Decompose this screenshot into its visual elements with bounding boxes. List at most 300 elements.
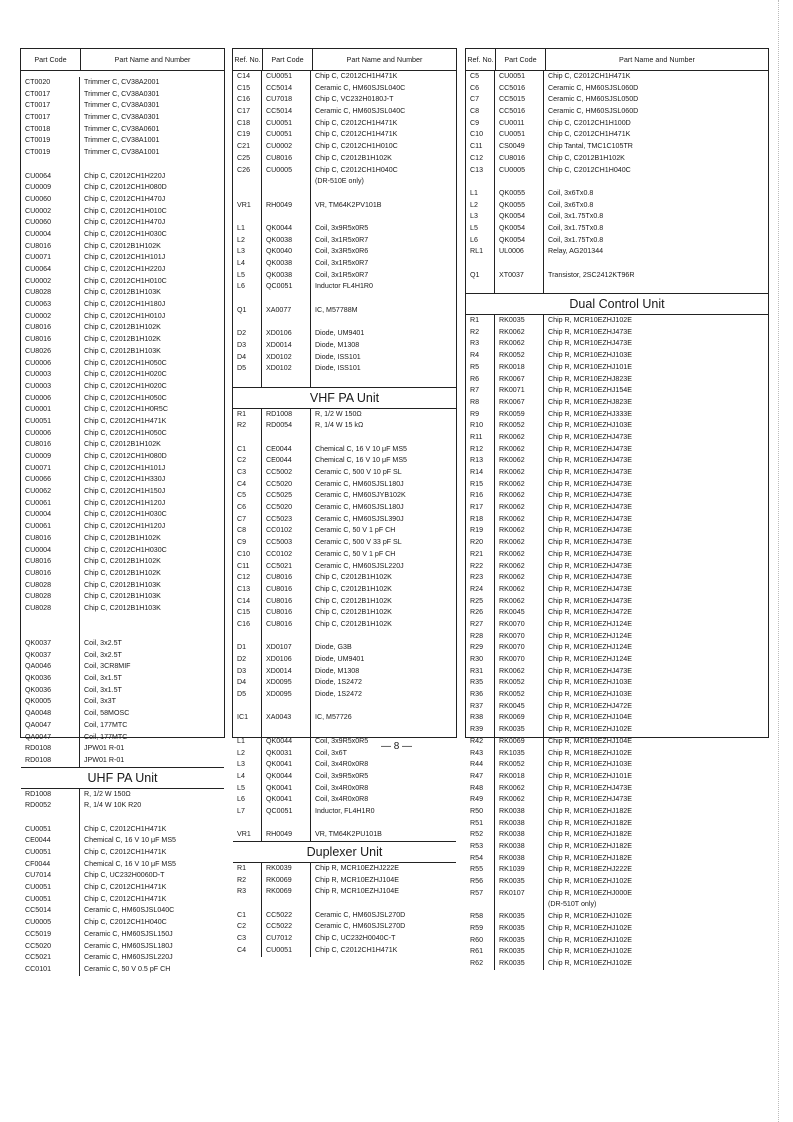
part-name: Chip C, C2012CH1H471K — [548, 130, 631, 139]
table-row — [21, 346, 224, 358]
part-code: CF0044 — [21, 859, 80, 871]
ref-no: R1 — [233, 409, 262, 421]
part-name: Ceramic C, HM60SJSL040C — [315, 107, 406, 116]
ref-no: L1 — [466, 188, 495, 200]
table-row — [466, 829, 768, 841]
part-code: CU0009 — [21, 182, 80, 194]
table-row — [233, 420, 456, 432]
ref-no: R3 — [233, 886, 262, 898]
part-name: Chip C, C2012CH1H010J — [84, 311, 166, 320]
part-name: Chemical C, 16 V 10 μF MS5 — [315, 444, 408, 453]
header-ref-no: Ref. No. — [466, 49, 496, 70]
part-code: CU0051 — [21, 847, 80, 859]
part-name: Chip R, MCR10EZHJ182E — [548, 853, 632, 862]
part-name: Diode, ISS101 — [315, 364, 361, 373]
table-row — [21, 381, 224, 393]
ref-no: C9 — [233, 537, 262, 549]
part-name: Chip C, C2012B1H102K — [315, 608, 392, 617]
part-name: Trimmer C, CV38A0301 — [84, 101, 160, 110]
table-row — [21, 252, 224, 264]
part-name: Chip C, C2012CH1H470J — [84, 218, 166, 227]
part-code: CU0003 — [21, 369, 80, 381]
part-code: RK1035 — [495, 748, 544, 760]
ref-no: C7 — [233, 514, 262, 526]
ref-no: L2 — [233, 748, 262, 760]
part-code: QK0031 — [262, 748, 311, 760]
table-row — [233, 596, 456, 608]
part-code: RK0070 — [495, 654, 544, 666]
part-code: CU8016 — [21, 322, 80, 334]
part-code: CU8016 — [262, 153, 311, 165]
part-code: RK0069 — [262, 886, 311, 898]
table-row — [466, 584, 768, 596]
part-name: Chip R, MCR10EZHJ102E — [548, 316, 632, 325]
part-code: CT0018 — [21, 124, 80, 136]
ref-no: R5 — [466, 362, 495, 374]
part-code: CU0051 — [21, 882, 80, 894]
table-row — [21, 322, 224, 334]
part-code: RK0062 — [495, 666, 544, 678]
part-code: CU0005 — [495, 165, 544, 177]
part-name: Coil, 3x6Tx0.8 — [548, 188, 594, 197]
table-row — [21, 847, 224, 859]
part-code: QK0055 — [495, 188, 544, 200]
part-name: Chip R, MCR10EZHJ102E — [548, 958, 632, 967]
table-row — [466, 502, 768, 514]
part-name: Ceramic C, HM60SJSL060D — [548, 107, 639, 116]
part-code: CT0019 — [21, 135, 80, 147]
blank-row — [233, 211, 456, 223]
part-name: Chip R, MCR10EZHJ182E — [548, 842, 632, 850]
section-heading: Dual Control Unit — [466, 293, 768, 315]
table-row — [21, 650, 224, 662]
table-row — [466, 806, 768, 818]
part-code: XD0095 — [262, 689, 311, 701]
part-name: Ceramic C, 50 V 0.5 pF CH — [84, 964, 171, 973]
ref-no: R49 — [466, 794, 495, 806]
part-name: Chip C, C2012CH1H471K — [315, 945, 398, 954]
part-code: RK0059 — [495, 409, 544, 421]
part-code: CT0017 — [21, 112, 80, 124]
table-row — [466, 246, 768, 258]
part-name: Chip C, C2012B1H102K — [315, 584, 392, 593]
table-row — [233, 141, 456, 153]
part-name: Chip R, MCR10EZHJ333E — [548, 409, 632, 418]
ref-no: R21 — [466, 549, 495, 561]
part-code: CU0060 — [21, 194, 80, 206]
ref-no: C3 — [233, 933, 262, 945]
table-row — [233, 806, 456, 818]
part-name: Coil, 3CR8MIF — [84, 662, 131, 671]
part-code: RK0052 — [495, 759, 544, 771]
part-code: QK0041 — [262, 794, 311, 806]
part-name: Chip R, MCR10EZHJ473E — [548, 503, 632, 512]
part-name: Ceramic C, HM60SJSL150J — [84, 929, 173, 938]
table-row — [466, 83, 768, 95]
blank-row — [233, 316, 456, 328]
ref-no: R51 — [466, 818, 495, 830]
part-name: Chip C, C2012CH1H220J — [84, 171, 166, 180]
table-row — [21, 556, 224, 568]
part-code: CU8028 — [21, 603, 80, 615]
part-name: IC, M57788M — [315, 305, 358, 314]
blank-row — [233, 375, 456, 387]
part-name: Coil, 3x1.75Tx0.8 — [548, 235, 604, 244]
ref-no: R39 — [466, 724, 495, 736]
table-row — [233, 525, 456, 537]
part-name: Chip R, MCR10EZHJ182E — [548, 806, 632, 815]
ref-no: L6 — [233, 794, 262, 806]
ref-no: R29 — [466, 642, 495, 654]
table-row — [466, 642, 768, 654]
part-code: QA0046 — [21, 661, 80, 673]
part-name: Coil, 3x4R0x0R8 — [315, 795, 369, 804]
part-name: R, 1/4 W 15 kΩ — [315, 421, 364, 430]
ref-no: R54 — [466, 853, 495, 865]
table-row — [21, 241, 224, 253]
part-code: XD0014 — [262, 666, 311, 678]
blank-row — [233, 818, 456, 830]
part-code: QK0038 — [262, 270, 311, 282]
table-row — [233, 921, 456, 933]
part-code: RK0062 — [495, 572, 544, 584]
part-code: XA0043 — [262, 712, 311, 724]
ref-no: R24 — [466, 584, 495, 596]
part-name: Chip R, MCR10EZHJ104E — [548, 736, 632, 745]
ref-no: R26 — [466, 607, 495, 619]
blank-row — [21, 626, 224, 638]
part-code: CC5015 — [495, 94, 544, 106]
part-name: Chip R, MCR10EZHJ104E — [548, 713, 632, 722]
part-code: CU0051 — [21, 894, 80, 906]
part-name: Chip C, C2012CH1H180J — [84, 300, 166, 309]
part-name: Chip C, C2012CH1H040C — [315, 165, 398, 174]
table-row — [21, 100, 224, 112]
part-code: CC5016 — [495, 106, 544, 118]
table-row — [21, 661, 224, 673]
ref-no: IC1 — [233, 712, 262, 724]
blank-row — [233, 701, 456, 713]
part-name: Chip C, C2012CH1H471K — [315, 130, 398, 139]
part-name: Chip R, MCR10EZHJ102E — [548, 725, 632, 734]
part-name: Chip C, C2012B1H102K — [84, 241, 161, 250]
part-name: Chip C, C2012CH1H471K — [84, 848, 167, 856]
part-code: RK0035 — [495, 923, 544, 935]
part-name: Chip R, MCR10EZHJ473E — [548, 468, 632, 476]
part-code: RK0062 — [495, 338, 544, 350]
table-row — [21, 124, 224, 136]
table-row — [21, 287, 224, 299]
table-row — [233, 514, 456, 526]
table-row — [21, 894, 224, 906]
table-row — [233, 409, 456, 421]
part-code: CC5023 — [262, 514, 311, 526]
part-code: RD0108 — [21, 755, 80, 767]
part-code: UL0006 — [495, 246, 544, 258]
ref-no: R35 — [466, 677, 495, 689]
part-code: QK0005 — [21, 696, 80, 708]
table-row — [466, 106, 768, 118]
ref-no: L5 — [233, 783, 262, 795]
part-code: CU0051 — [495, 71, 544, 83]
ref-no: R59 — [466, 923, 495, 935]
part-code: CC5014 — [262, 83, 311, 95]
table-row — [466, 864, 768, 876]
part-name: Chip R, MCR10EZHJ473E — [548, 456, 632, 465]
part-code: QA0047 — [21, 720, 80, 732]
part-code: CU0071 — [21, 252, 80, 264]
ref-no: C26 — [233, 165, 262, 177]
part-code: QK0054 — [495, 211, 544, 223]
ref-no: R2 — [466, 327, 495, 339]
ref-no: C15 — [233, 607, 262, 619]
table-row — [233, 863, 456, 875]
part-name: Chip R, MCR10EZHJ102E — [548, 935, 632, 944]
part-name: Ceramic C, HM60SJYB102K — [315, 491, 406, 500]
part-name: Chip C, C2012B1H102K — [84, 568, 161, 577]
part-code: RK0062 — [495, 537, 544, 549]
part-name: Trimmer C, CV38A0601 — [84, 124, 160, 133]
ref-no: R19 — [466, 525, 495, 537]
part-name: Diode, M1308 — [315, 666, 360, 675]
part-code: RK0062 — [495, 596, 544, 608]
table-row — [21, 276, 224, 288]
table-row — [233, 875, 456, 887]
table-row — [466, 350, 768, 362]
table-row — [466, 841, 768, 853]
part-name: Coil, 58MOSC — [84, 709, 130, 718]
part-code: CU0006 — [21, 393, 80, 405]
blank-row — [233, 188, 456, 200]
ref-no: C1 — [233, 444, 262, 456]
ref-no: R57 — [466, 888, 495, 900]
table-row — [466, 596, 768, 608]
ref-no: R12 — [466, 444, 495, 456]
part-name: Chip R, MCR10EZHJ473E — [548, 584, 632, 593]
ref-no: L3 — [233, 759, 262, 771]
blank-row — [233, 724, 456, 736]
part-code: XD0106 — [262, 654, 311, 666]
ref-no: D2 — [233, 328, 262, 340]
part-code: CU8016 — [21, 334, 80, 346]
table-row — [466, 374, 768, 386]
part-code: RK0067 — [495, 374, 544, 386]
part-name: Chip R, MCR10EZHJ154E — [548, 386, 632, 395]
table-row — [21, 545, 224, 557]
ref-no: RL1 — [466, 246, 495, 258]
part-name: Chip R, MCR10EZHJ104E — [315, 887, 399, 896]
part-name: Chip C, C2012B1H102K — [84, 335, 161, 344]
ref-no: R25 — [466, 596, 495, 608]
ref-no: C21 — [233, 141, 262, 153]
ref-no: R2 — [233, 420, 262, 432]
part-name: Coil, 3x9R5x0R5 — [315, 223, 369, 232]
blank-row — [466, 176, 768, 188]
ref-no: C4 — [233, 479, 262, 491]
part-name: Ceramic C, 50 V 1 pF CH — [315, 526, 396, 535]
part-name: Chip C, C2012B1H102K — [84, 440, 161, 449]
table-row — [21, 264, 224, 276]
table-row — [233, 258, 456, 270]
part-code: RK0035 — [495, 876, 544, 888]
part-code: RK0018 — [495, 362, 544, 374]
part-name: Coil, 3x3R5x0R6 — [315, 247, 369, 256]
table-row — [21, 486, 224, 498]
part-code: CU0002 — [21, 311, 80, 323]
table-row — [466, 200, 768, 212]
ref-no: C16 — [233, 619, 262, 631]
ref-no: VR1 — [233, 200, 262, 212]
part-name: Chip C, C2012CH1H020C — [84, 381, 167, 390]
part-name: Coil, 3x1.75Tx0.8 — [548, 223, 604, 232]
table-row — [21, 800, 224, 812]
part-name: Chip R, MCR10EZHJ101E — [548, 362, 632, 371]
part-code: QK0038 — [262, 258, 311, 270]
table-header — [466, 49, 768, 71]
table-row — [466, 561, 768, 573]
part-code: CU7012 — [262, 933, 311, 945]
ref-no: R47 — [466, 771, 495, 783]
ref-no: D1 — [233, 642, 262, 654]
part-code: RD0054 — [262, 420, 311, 432]
part-code: CC5016 — [495, 83, 544, 95]
part-code: CC5002 — [262, 467, 311, 479]
table-row — [21, 404, 224, 416]
part-code: RK0035 — [495, 724, 544, 736]
table-row — [233, 83, 456, 95]
part-name: Ceramic C, HM60SJSL180J — [315, 479, 404, 488]
ref-no: C8 — [466, 106, 495, 118]
table-row — [466, 432, 768, 444]
part-name: Ceramic C, HM60SJSL390J — [315, 514, 404, 523]
part-name: Ceramic C, HM60SJSL180J — [84, 941, 173, 950]
table-row — [21, 929, 224, 941]
table-row — [233, 933, 456, 945]
part-code: CU7018 — [262, 94, 311, 106]
table-row — [21, 859, 224, 871]
ref-no: R50 — [466, 806, 495, 818]
part-code: CU0066 — [21, 474, 80, 486]
table-row — [21, 451, 224, 463]
part-name: Chip R, MCR10EZHJ103E — [548, 678, 632, 687]
part-code: CU0002 — [262, 141, 311, 153]
blank-row — [233, 293, 456, 305]
part-name: Chip R, MCR10EZHJ124E — [548, 655, 632, 663]
part-code: QK0041 — [262, 759, 311, 771]
ref-no: C2 — [233, 921, 262, 933]
table-row — [21, 755, 224, 767]
part-code: CU8016 — [262, 619, 311, 631]
ref-no: R2 — [233, 875, 262, 887]
part-code: RK0045 — [495, 701, 544, 713]
part-name: Chip C, C2012B1H103K — [84, 592, 161, 601]
ref-no: R8 — [466, 397, 495, 409]
part-code: CT0017 — [21, 100, 80, 112]
part-code: RK0052 — [495, 420, 544, 432]
table-row — [21, 439, 224, 451]
part-code: CU8016 — [262, 572, 311, 584]
table-row — [233, 223, 456, 235]
ref-no: C12 — [233, 572, 262, 584]
part-name: Chip C, C2012CH1H050C — [84, 428, 167, 437]
part-name: Chip R, MCR10EZHJ473E — [548, 783, 632, 792]
part-name: Trimmer C, CV38A1001 — [84, 136, 160, 145]
ref-no: C12 — [466, 153, 495, 165]
table-row — [21, 112, 224, 124]
part-name: R, 1/2 W 150Ω — [315, 409, 362, 418]
part-code: RK0062 — [495, 432, 544, 444]
part-name: Coil, 3x4R0x0R8 — [315, 783, 369, 792]
part-code: RK0062 — [495, 455, 544, 467]
part-name: Coil, 3x1.75Tx0.8 — [548, 212, 604, 221]
part-code: CU8016 — [21, 241, 80, 253]
ref-no: R10 — [466, 420, 495, 432]
ref-no: C4 — [233, 945, 262, 957]
part-name: Ceramic C, HM60SJSL220J — [84, 953, 173, 962]
ref-no: R3 — [466, 338, 495, 350]
part-code: QK0037 — [21, 650, 80, 662]
part-code: CU0051 — [21, 416, 80, 428]
ref-no: L6 — [466, 235, 495, 247]
part-name: Coil, 3x1R5x0R7 — [315, 235, 369, 244]
part-code: CU8028 — [21, 580, 80, 592]
table-row — [466, 899, 768, 911]
header-part-code: Part Code — [21, 49, 81, 70]
table-row — [466, 420, 768, 432]
table-row — [233, 677, 456, 689]
ref-no: D5 — [233, 689, 262, 701]
ref-no: L2 — [233, 235, 262, 247]
part-name: Chip C, C2012CH1H101J — [84, 253, 166, 262]
part-code: CE0044 — [21, 835, 80, 847]
ref-no: R18 — [466, 514, 495, 526]
part-name: Chip C, C2012CH1H0R5C — [84, 405, 168, 414]
table-row — [233, 246, 456, 258]
part-code: CU0001 — [21, 404, 80, 416]
part-code: CE0044 — [262, 444, 311, 456]
part-code: XD0107 — [262, 642, 311, 654]
part-name: Chip C, C2012B1H102K — [315, 596, 392, 605]
part-code: QK0041 — [262, 783, 311, 795]
ref-no: C13 — [466, 165, 495, 177]
part-code: RH0049 — [262, 200, 311, 212]
part-name: Chip C, C2012CH1H020C — [84, 370, 167, 379]
part-code: RK0035 — [495, 958, 544, 970]
part-name: Chip R, MCR10EZHJ102E — [548, 923, 632, 932]
part-code: CU0004 — [21, 545, 80, 557]
part-name: Chip R, MCR10EZHJ124E — [548, 631, 632, 640]
table-row — [466, 94, 768, 106]
part-name: Chip C, C2012CH1H080D — [84, 183, 167, 192]
part-code: CU0004 — [21, 509, 80, 521]
table-row — [233, 305, 456, 317]
table-row — [21, 299, 224, 311]
ref-no: L4 — [233, 771, 262, 783]
table-row — [21, 964, 224, 976]
part-name: Coil, 3x2.5T — [84, 639, 122, 647]
part-name: Chip C, C2012CH1H120J — [84, 522, 166, 531]
table-row — [466, 467, 768, 479]
table-row — [466, 188, 768, 200]
table-row — [233, 712, 456, 724]
part-code: RK0035 — [495, 946, 544, 958]
table-row — [233, 270, 456, 282]
table-row — [233, 200, 456, 212]
part-code: XD0095 — [262, 677, 311, 689]
part-code: CU0003 — [21, 381, 80, 393]
part-name: Coil, 3x6T — [315, 748, 347, 757]
table-row — [466, 223, 768, 235]
